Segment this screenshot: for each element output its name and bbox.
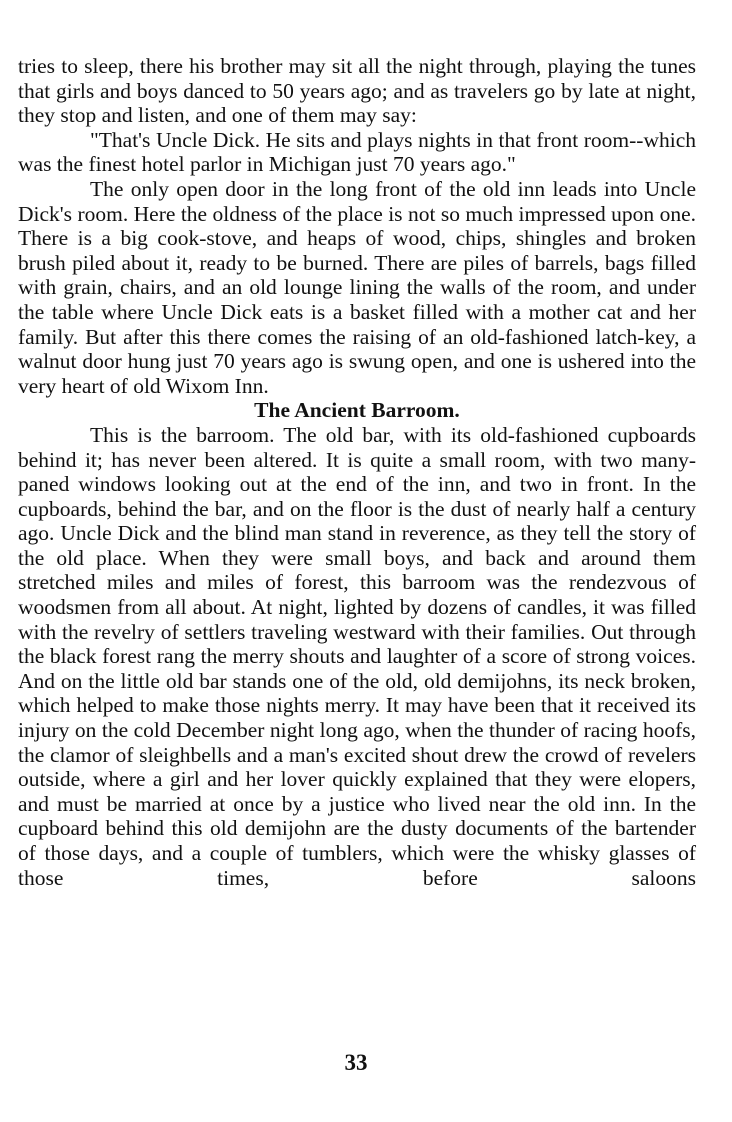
paragraph-quote: "That's Uncle Dick. He sits and plays nights in that front room--which was the finest hotel parlor in Michigan just 70 years ago.": [18, 127, 696, 177]
paragraph-continuation: tries to sleep, there his brother may sit all the night through, playing the tunes that girls and boys danced to 50 years ago; and as travelers go by late at night, they stop and listen, and one of them may say:: [18, 54, 696, 128]
section-heading: The Ancient Barroom.: [254, 398, 460, 423]
page-number: 33: [344, 1050, 368, 1075]
paragraph-uncle-dicks-room: The only open door in the long front of the old inn leads into Uncle Dick's room. Here the oldness of the place is not so much impressed upon one. There is a big cook-stove, and heaps of wood, chips, shingles and broken brush piled about it, ready to be burned. There are piles of barrels, bags filled with grain, chairs, and an old lounge lining the walls of the room, and under the table where Uncle Dick eats is a basket filled with a mother cat and her family. But after this there comes the raising of an old-fashioned latch-key, a walnut door hung just 70 years ago is swung open, and one is ushered into the very heart of old Wixom Inn.: [18, 176, 696, 398]
page-body-text: [18, 54, 696, 890]
paragraph-barroom: This is the barroom. The old bar, with its old-fashioned cupboards behind it; has never been altered. It is quite a small room, with two many-paned windows looking out at the end of the inn, and two in front. In the cupboards, behind the bar, and on the floor is the dust of nearly half a century ago. Uncle Dick and the blind man stand in reverence, as they tell the story of the old place. When they were small boys, and back and around them stretched miles and miles of forest, this barroom was the rendezvous of woodsmen from all about. At night, lighted by dozens of candles, it was filled with the revelry of settlers traveling westward with their families. Out through the black forest rang the merry shouts and laughter of a score of strong voices. And on the little old bar stands one of the old, old demijohns, its neck broken, which helped to make those nights merry. It may have been that it received its injury on the cold December night long ago, when the thunder of racing hoofs, the clamor of sleighbells and a man's excited shout drew the crowd of revelers outside, where a girl and her lover quickly explained that they were elopers, and must be married at once by a justice who lived near the old inn. In the cupboard behind this old demijohn are the dusty documents of the bartender of those days, and a couple of tumblers, which were the whisky glasses of those times, before saloons: [18, 422, 696, 890]
